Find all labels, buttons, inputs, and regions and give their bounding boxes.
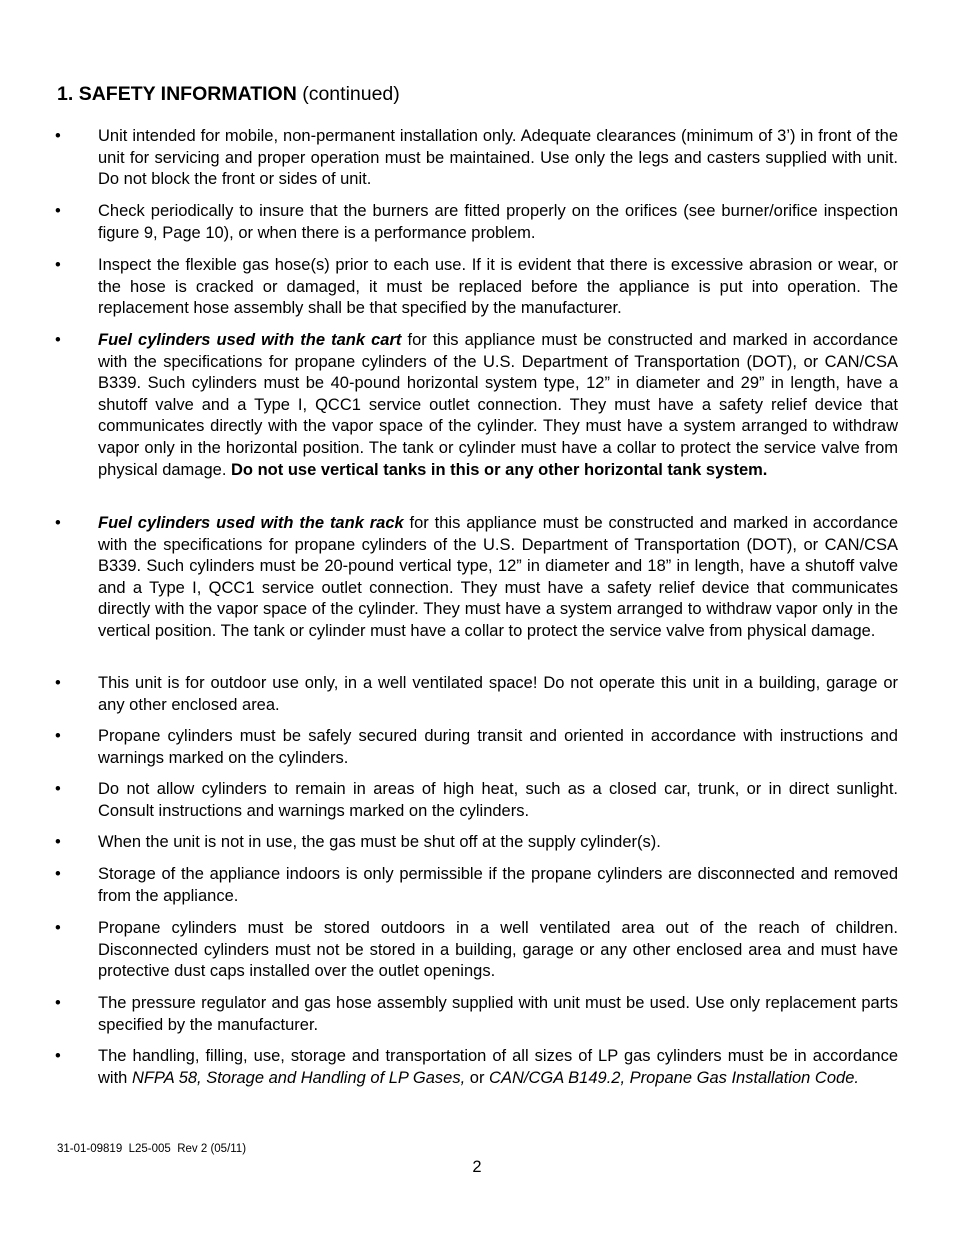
list-item-lead: Fuel cylinders used with the tank cart [98, 331, 402, 349]
section-number: 1. [57, 83, 74, 105]
bullet-glyph: • [55, 833, 61, 851]
list-item-warning: Do not use vertical tanks in this or any other horizontal tank system. [231, 460, 768, 479]
bullet-glyph: • [55, 727, 61, 745]
bullet-glyph: • [55, 919, 61, 937]
list-item-text: Do not allow cylinders to remain in areas of high heat, such as a closed car, trunk, or in direct sunlight. Consult instructions and warnings marked on the cylinders. [98, 780, 898, 820]
list-item-text: Storage of the appliance indoors is only permissible if the propane cylinders are disconnected and removed from the appliance. [98, 865, 898, 905]
document-code: 31-01-09819 L25-005 Rev 2 (05/11) [57, 1143, 247, 1155]
bullet-glyph: • [55, 514, 61, 532]
list-item-lead: Fuel cylinders used with the tank rack [98, 514, 404, 532]
list-item-body: The handling, filling, use, storage and transportation of all sizes of LP gas cylinders must be in accordance with [98, 1047, 898, 1087]
bullet-glyph: • [55, 331, 61, 349]
standard-reference: CAN/CGA B149.2, Propane Gas Installation Code. [489, 1068, 859, 1087]
bullet-glyph: • [55, 674, 61, 692]
bullet-glyph: • [55, 1047, 61, 1065]
bullet-glyph: • [55, 994, 61, 1012]
list-item-text: Propane cylinders must be stored outdoors in a well ventilated area out of the reach of children. Disconnected cylinders must not be stored in a building, garage or any other enclosed area and must have protective dust caps installed over the outlet openings. [98, 919, 898, 981]
list-item-text: Check periodically to insure that the burners are fitted properly on the orifices (see burner/orifice inspection figure 9, Page 10), or when there is a performance problem. [98, 202, 898, 242]
list-item-text [98, 513, 898, 643]
list-item-text: Unit intended for mobile, non-permanent installation only. Adequate clearances (minimum of 3’) in front of the unit for servicing and proper operation must be maintained. Use only the legs and casters supplied with unit. Do not block the front or sides of unit. [98, 127, 898, 189]
list-item-text: Propane cylinders must be safely secured during transit and oriented in accordance with instructions and warnings marked on the cylinders. [98, 727, 898, 767]
page-number: 2 [472, 1158, 482, 1176]
list-item-text [98, 330, 898, 481]
list-item-text: Inspect the flexible gas hose(s) prior to each use. If it is evident that there is excessive abrasion or wear, or the hose is cracked or damaged, it must be replaced before the appliance is put into operation. The replacement hose assembly shall be that specified by the manufacturer. [98, 256, 898, 318]
list-item-text: This unit is for outdoor use only, in a well ventilated space! Do not operate this unit in a building, garage or any other enclosed area. [98, 674, 898, 714]
bullet-glyph: • [55, 202, 61, 220]
list-item-connector: or [465, 1068, 490, 1087]
section-title: SAFETY INFORMATION [78, 83, 297, 105]
standard-reference: NFPA 58, Storage and Handling of LP Gases, [131, 1068, 466, 1087]
bullet-glyph: • [55, 865, 61, 883]
bullet-glyph: • [55, 256, 61, 274]
list-item-text: When the unit is not in use, the gas must be shut off at the supply cylinder(s). [98, 833, 661, 851]
bullet-glyph: • [55, 127, 61, 145]
list-item-text: The pressure regulator and gas hose assembly supplied with unit must be used. Use only replacement parts specified by the manufacturer. [98, 994, 898, 1034]
list-item-body: for this appliance must be constructed and marked in accordance with the specifications for propane cylinders of the U.S. Department of Transportation (DOT), or CAN/CSA B339. Such cylinders must be 40-pound horizontal system type, 12” in diameter and 29” in length, have a shutoff valve and a Type I, QCC1 service outlet connection. They must have a safety relief device that communicates directly with the vapor space of the cylinder. They must have a system arranged to withdraw vapor only in the horizontal position. The tank or cylinder must have a collar to protect the service valve from physical damage. [98, 331, 899, 479]
list-item-text [98, 1046, 898, 1089]
section-heading [57, 82, 400, 106]
bullet-glyph: • [55, 780, 61, 798]
section-title-suffix: (continued) [302, 83, 400, 105]
list-item-body: for this appliance must be constructed and marked in accordance with the specifications for propane cylinders of the U.S. Department of Transportation (DOT), or CAN/CSA B339. Such cylinders must be 20-pound vertical type, 12” in diameter and 18” in length, have a shutoff valve and a Type I, QCC1 service outlet connection. They must have a safety relief device that communicates directly with the vapor space of the cylinder. They must have a system arranged to withdraw vapor only in the vertical position. The tank or cylinder must have a collar to protect the service valve from physical damage. [98, 514, 898, 640]
